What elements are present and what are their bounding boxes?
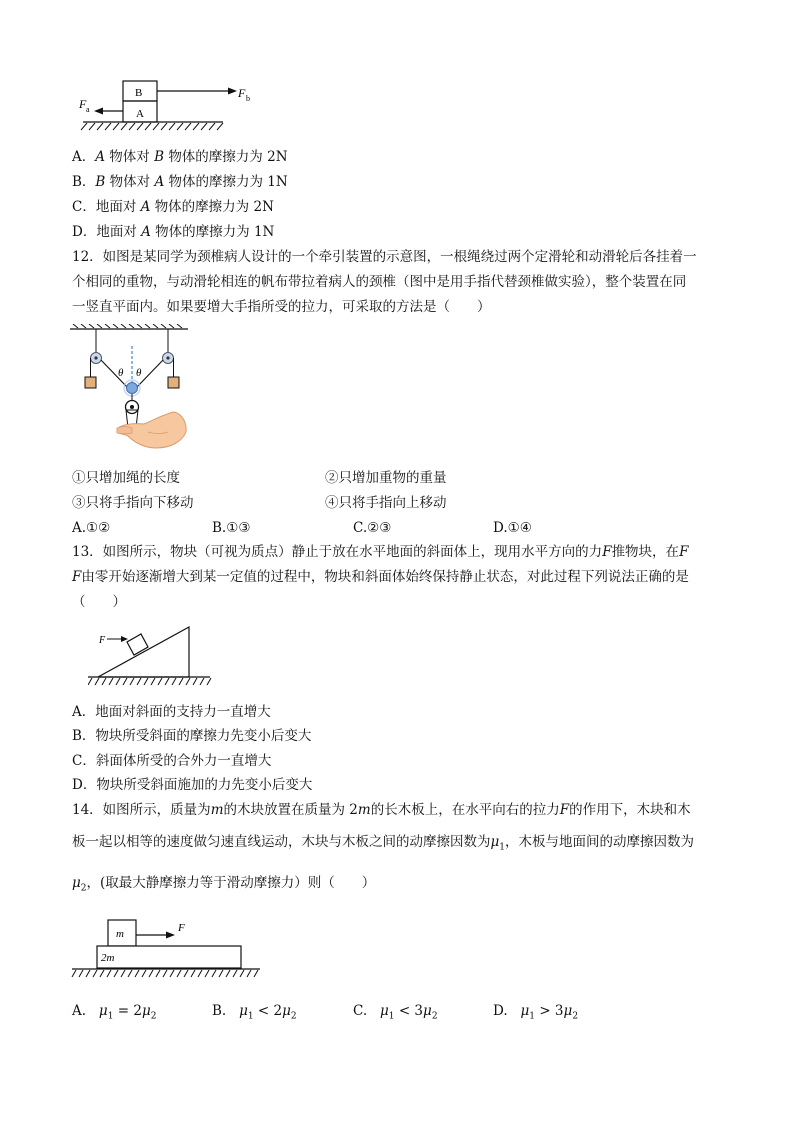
block-b-label: B bbox=[135, 87, 143, 99]
q11-option-a: A．A 物体对 B 物体的摩擦力为 2N bbox=[72, 149, 288, 165]
theta-left: θ bbox=[118, 367, 124, 379]
right-weight bbox=[168, 377, 179, 388]
q11-option-b: B．B 物体对 A 物体的摩擦力为 1N bbox=[72, 174, 288, 190]
q11-option-c: C．地面对 A 物体的摩擦力为 2N bbox=[72, 199, 274, 215]
force-fa-sub: a bbox=[86, 105, 90, 114]
q14-figure bbox=[70, 914, 265, 982]
q12-option-b: B.①③ bbox=[212, 520, 251, 536]
theta-right: θ bbox=[136, 367, 142, 379]
q11-option-d: D．地面对 A 物体的摩擦力为 1N bbox=[72, 224, 275, 240]
force-fb-sub: b bbox=[246, 94, 250, 103]
q12-choice-3: ③只将手指向下移动 bbox=[72, 495, 194, 511]
q12-stem-line-1: 12．如图是某同学为颈椎病人设计的一个牵引装置的示意图，一根绳绕过两个定滑轮和动滑轮后各挂着一 bbox=[72, 249, 697, 265]
arrow-fb-head bbox=[228, 88, 237, 95]
q12-choice-4: ④只将手指向上移动 bbox=[325, 495, 447, 511]
q12-choice-1: ①只增加绳的长度 bbox=[72, 470, 180, 486]
q14-stem-line-3: $\mu_2$，(取最大静摩擦力等于滑动摩擦力）则（ ） bbox=[72, 875, 376, 894]
q12-stem-line-3: 一竖直平面内。如果要增大手指所受的拉力，可采取的方法是（ ） bbox=[72, 299, 491, 315]
q14-option-c: C. $\mu_1 < 3\mu_2$ bbox=[353, 1003, 438, 1022]
q13-force-label: F bbox=[99, 635, 106, 646]
q12-option-c: C.②③ bbox=[353, 520, 392, 536]
board-2m-label: 2m bbox=[101, 952, 115, 964]
arrow-fa-head bbox=[94, 108, 103, 115]
q12-option-d: D.①④ bbox=[493, 520, 532, 536]
q14-force-label: F bbox=[178, 922, 185, 934]
q13-figure bbox=[88, 624, 213, 689]
q11-figure bbox=[75, 76, 260, 134]
q13-option-c: C．斜面体所受的合外力一直增大 bbox=[72, 753, 272, 769]
q12-option-a: A.①② bbox=[72, 520, 111, 536]
q13-stem-line-2: F由零开始逐渐增大到某一定值的过程中，物块和斜面体始终保持静止状态，对此过程下列说法正确的是 bbox=[72, 569, 689, 585]
long-board-2m bbox=[97, 946, 241, 968]
q12-stem-line-2: 个相同的重物，与动滑轮相连的帆布带拉着病人的颈椎（图中是用手指代替颈椎做实验），整个装置在同 bbox=[72, 274, 687, 290]
q13-stem-line-3: （ ） bbox=[72, 594, 126, 610]
q14-stem-line-1: 14．如图所示，质量为m的木块放置在质量为 2m的长木板上，在水平向右的拉力F的作用下，木块和木 bbox=[72, 802, 691, 818]
q14-stem-line-2: 板一起以相等的速度做匀速直线运动，木块与木板之间的动摩擦因数为$\mu_1$，木板与地面间的动摩擦因数为 bbox=[72, 834, 695, 853]
force-fb-label: F bbox=[238, 86, 246, 100]
q13-option-a: A．地面对斜面的支持力一直增大 bbox=[72, 704, 271, 720]
q14-option-b: B. $\mu_1 < 2\mu_2$ bbox=[212, 1003, 297, 1022]
q14-option-a: A. $\mu_1 = 2\mu_2$ bbox=[72, 1003, 157, 1022]
left-weight bbox=[85, 377, 96, 388]
q13-option-d: D．物块所受斜面施加的力先变小后变大 bbox=[72, 777, 313, 793]
incline bbox=[98, 627, 189, 677]
block-a-label: A bbox=[136, 108, 144, 120]
q14-option-d: D. $\mu_1 > 3\mu_2$ bbox=[493, 1003, 579, 1022]
q12-figure bbox=[70, 324, 195, 454]
q13-stem-line-1: 13．如图所示，物块（可视为质点）静止于放在水平地面的斜面体上，现用水平方向的力F推物块，在F bbox=[72, 544, 689, 560]
q12-choice-2: ②只增加重物的重量 bbox=[325, 470, 447, 486]
movable-pulley bbox=[127, 383, 138, 394]
block-m-label: m bbox=[116, 928, 124, 940]
q13-option-b: B．物块所受斜面的摩擦力先变小后变大 bbox=[72, 728, 312, 744]
force-fa-label: F bbox=[79, 97, 87, 111]
